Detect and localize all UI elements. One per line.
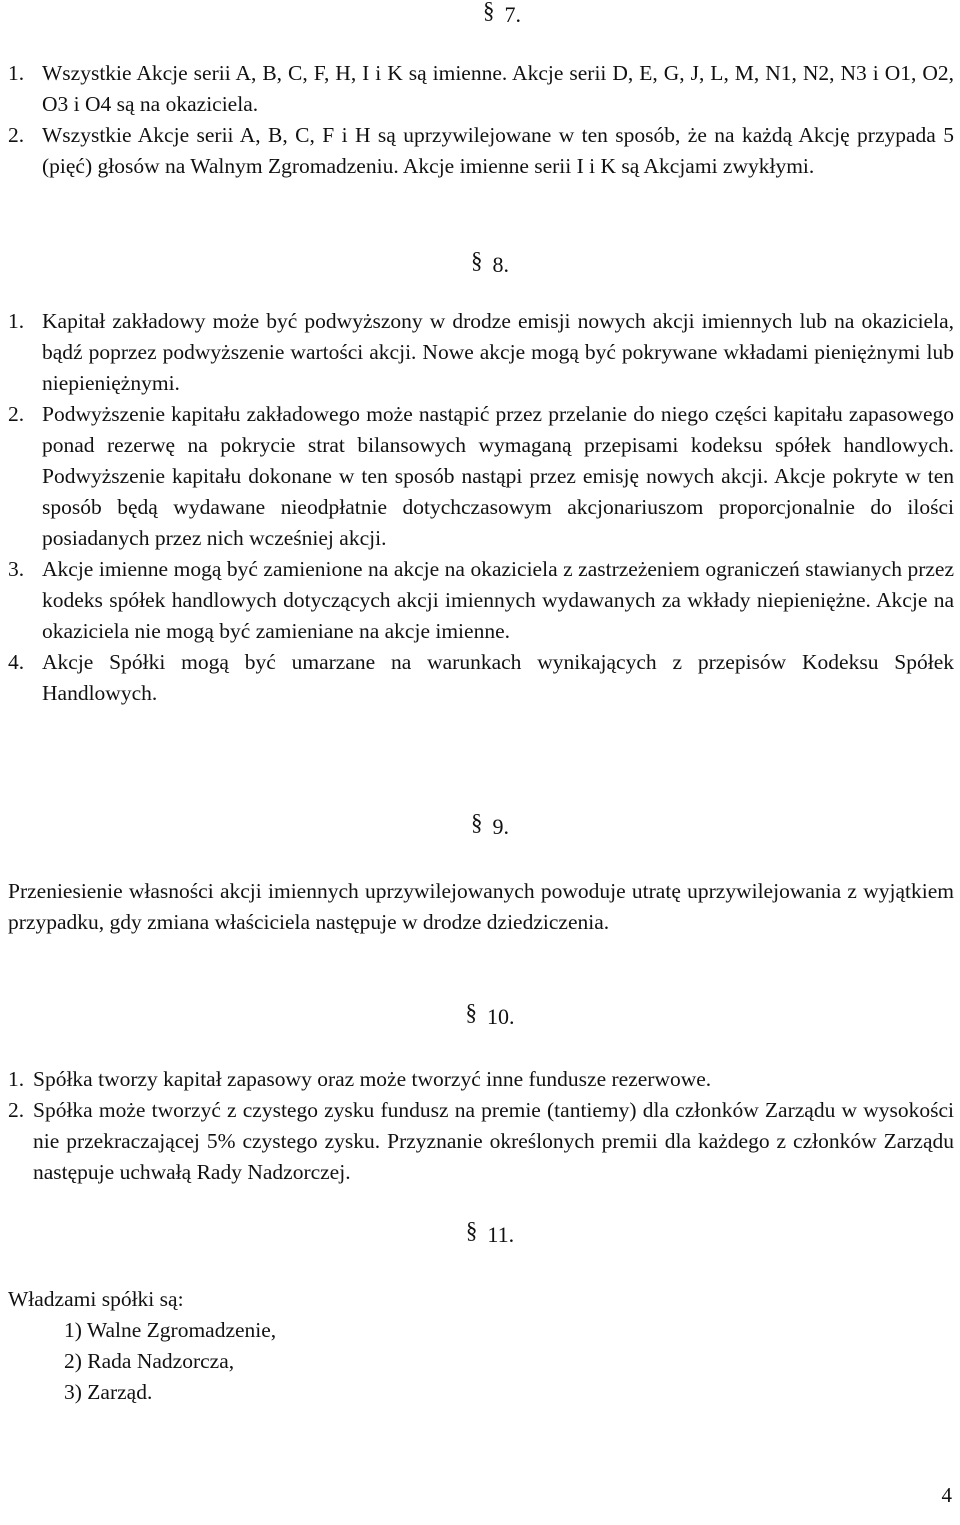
item-number: 1.: [8, 61, 25, 85]
item-number: 3.: [8, 557, 25, 581]
section-heading-7: [0, 0, 960, 30]
section-9-body: Przeniesienie własności akcji imiennych uprzywilejowanych powoduje utratę uprzywilejowania z wyjątkiem przypadku, gdy zmiana właściciela następuje w drodze dziedziczenia.: [8, 879, 954, 934]
item-number: 1.: [8, 309, 25, 333]
item-text: Spółka może tworzyć z czystego zysku fundusz na premie (tantiemy) dla członków Zarządu w wysokości nie przekraczającej 5% czystego zysku. Przyznanie określonych premii dla każdego z członków Zarządu następuje uchwałą Rady Nadzorczej.: [33, 1098, 954, 1184]
section-heading-8: [0, 250, 960, 280]
list-item: [8, 1095, 954, 1188]
list-item: [8, 120, 954, 182]
section-sign: §: [471, 248, 483, 273]
list-item: [8, 399, 954, 554]
section-sign: §: [471, 810, 483, 835]
list-item: [8, 647, 954, 709]
section-number: 7.: [504, 2, 521, 27]
list-item: [8, 306, 954, 399]
item-text: Wszystkie Akcje serii A, B, C, F i H są uprzywilejowane w ten sposób, że na każdą Akcję przypada 5 (pięć) głosów na Walnym Zgromadzeniu. Akcje imienne serii I i K są Akcjami zwykłymi.: [42, 123, 954, 178]
section-number: 8.: [492, 252, 509, 277]
list-item: 3) Zarząd.: [64, 1380, 153, 1404]
section-sign: §: [483, 0, 495, 23]
list-item: 1) Walne Zgromadzenie,: [64, 1318, 277, 1342]
list-item: [8, 1064, 954, 1095]
section-number: 10.: [487, 1004, 515, 1029]
section-sign: §: [465, 1218, 478, 1243]
section-number: 9.: [492, 814, 509, 839]
item-number: 2.: [8, 1098, 25, 1122]
section-heading-10: [0, 1002, 960, 1032]
authorities-list: [8, 1315, 954, 1408]
item-text: Akcje imienne mogą być zamienione na akcje na okaziciela z zastrzeżeniem ograniczeń stawianych przez kodeks spółek handlowych dotyczących akcji imiennych wydawanych za wkłady niepieniężne. Akcje na okaziciela nie mogą być zamieniane na akcje imienne.: [42, 557, 954, 643]
list-item: [8, 58, 954, 120]
section-8-body: [8, 306, 954, 709]
item-number: 2.: [8, 402, 25, 426]
item-number: 2.: [8, 123, 25, 147]
section-heading-11: [0, 1220, 960, 1250]
list-item: 2) Rada Nadzorcza,: [64, 1349, 235, 1373]
list-intro: Władzami spółki są:: [8, 1287, 184, 1311]
list-item: [8, 554, 954, 647]
section-number: 11.: [487, 1222, 515, 1247]
item-number: 1.: [8, 1067, 25, 1091]
item-text: Wszystkie Akcje serii A, B, C, F, H, I i K są imienne. Akcje serii D, E, G, J, L, M, N1, N2, N3 i O1, O2, O3 i O4 są na okaziciela.: [42, 61, 954, 116]
item-text: Podwyższenie kapitału zakładowego może nastąpić przez przelanie do niego części kapitału zapasowego ponad rezerwę na pokrycie strat bilansowych wymaganą przepisami kodeksu spółek handlowych. Podwyższenie kapitału dokonane w ten sposób nastąpi przez emisję nowych akcji. Akcje pokryte w ten sposób będą wydawane nieodpłatnie dotychczasowym akcjonariuszom proporcjonalnie do ilości posiadanych przez nich wcześniej akcji.: [42, 402, 954, 550]
section-heading-9: [0, 812, 960, 842]
page-number: 4: [941, 1483, 952, 1507]
section-sign: §: [465, 1000, 477, 1025]
section-7-body: [8, 58, 954, 182]
item-text: Spółka tworzy kapitał zapasowy oraz może tworzyć inne fundusze rezerwowe.: [33, 1067, 712, 1091]
item-text: Kapitał zakładowy może być podwyższony w drodze emisji nowych akcji imiennych lub na okaziciela, bądź poprzez podwyższenie wartości akcji. Nowe akcje mogą być pokrywane wkładami pieniężnymi lub niepieniężnymi.: [42, 309, 954, 395]
item-text: Akcje Spółki mogą być umarzane na warunkach wynikających z przepisów Kodeksu Spółek Handlowych.: [42, 650, 954, 705]
section-11-body: [8, 1284, 954, 1408]
item-number: 4.: [8, 650, 25, 674]
section-10-body: [8, 1064, 954, 1188]
